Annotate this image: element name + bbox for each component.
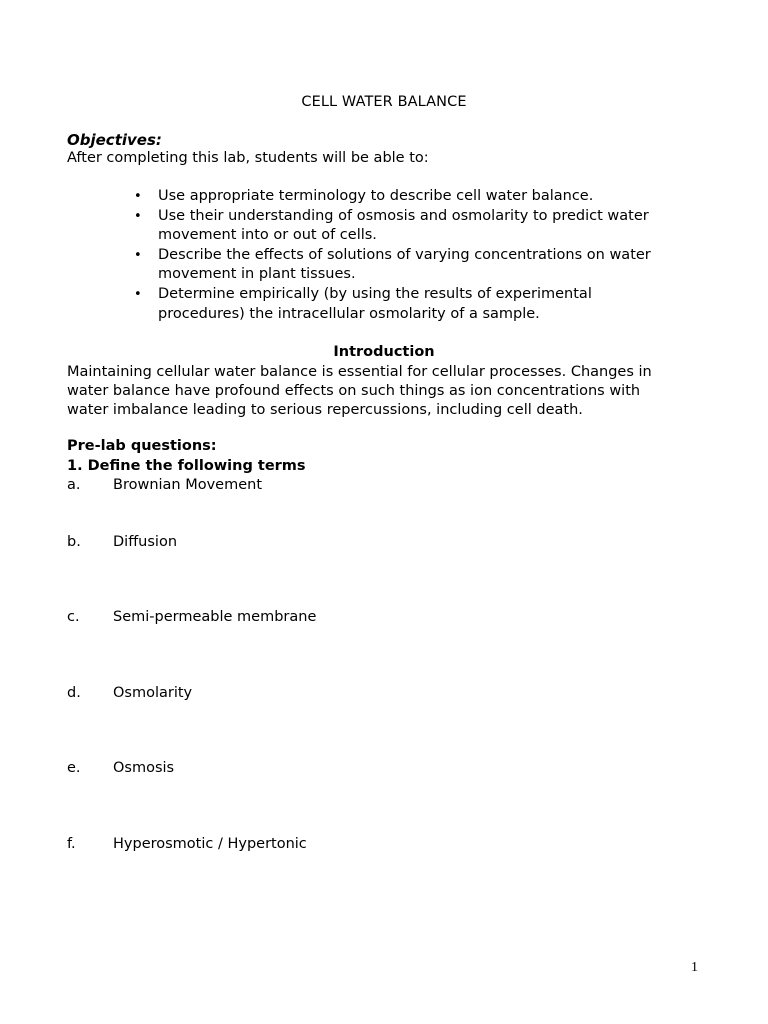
objective-line: Use their understanding of osmosis and osmolarity to predict water (158, 207, 649, 224)
objective-item (130, 187, 651, 207)
introduction-paragraph (67, 363, 652, 421)
bullet-icon: • (134, 208, 142, 224)
term-label: Osmosis (113, 760, 175, 776)
term-letter: c. (67, 609, 80, 625)
term-label: Semi-permeable membrane (113, 609, 317, 625)
term-item-osmolarity (67, 685, 192, 701)
term-item-semi-permeable-membrane (67, 609, 316, 625)
introduction-line: water balance have profound effects on such things as ion concentrations with (67, 383, 641, 400)
term-item-osmosis (67, 760, 174, 776)
objective-line: procedures) the intracellular osmolarity of a sample. (158, 305, 540, 322)
introduction-heading: Introduction (333, 344, 435, 360)
introduction-line: water imbalance leading to serious repercussions, including cell death. (67, 402, 583, 419)
prelab-heading: Pre-lab questions: (67, 438, 217, 454)
question-1-heading: 1. Define the following terms (67, 458, 306, 474)
term-label: Osmolarity (113, 685, 193, 701)
objective-line: Describe the effects of solutions of varying concentrations on water (158, 246, 651, 263)
objective-line: movement into or out of cells. (158, 227, 377, 244)
term-letter: e. (67, 760, 81, 776)
term-label: Diffusion (113, 534, 178, 550)
document-title: CELL WATER BALANCE (301, 94, 467, 110)
term-label: Hyperosmotic / Hypertonic (113, 836, 307, 852)
objective-line: Determine empirically (by using the results of experimental (158, 285, 592, 302)
term-item-diffusion (67, 534, 177, 550)
term-label: Brownian Movement (113, 477, 263, 493)
term-letter: a. (67, 477, 81, 493)
bullet-icon: • (134, 189, 142, 204)
term-letter: f. (67, 836, 76, 852)
objectives-list (130, 187, 651, 324)
objectives-intro: After completing this lab, students will be able to: (67, 150, 429, 166)
objective-line: Use appropriate terminology to describe cell water balance. (158, 188, 594, 204)
objective-item (130, 207, 651, 246)
objective-item (130, 246, 651, 285)
term-item-hyperosmotic-hypertonic (67, 836, 307, 852)
page-number: 1 (691, 960, 698, 975)
term-letter: b. (67, 534, 81, 550)
term-letter: d. (67, 685, 81, 701)
objective-item (130, 285, 651, 324)
objectives-heading: Objectives: (67, 131, 162, 149)
bullet-icon: • (134, 286, 142, 302)
objective-line: movement in plant tissues. (158, 266, 356, 283)
term-item-brownian-movement (67, 477, 262, 493)
bullet-icon: • (134, 247, 142, 263)
introduction-line: Maintaining cellular water balance is essential for cellular processes. Changes in (67, 364, 652, 380)
